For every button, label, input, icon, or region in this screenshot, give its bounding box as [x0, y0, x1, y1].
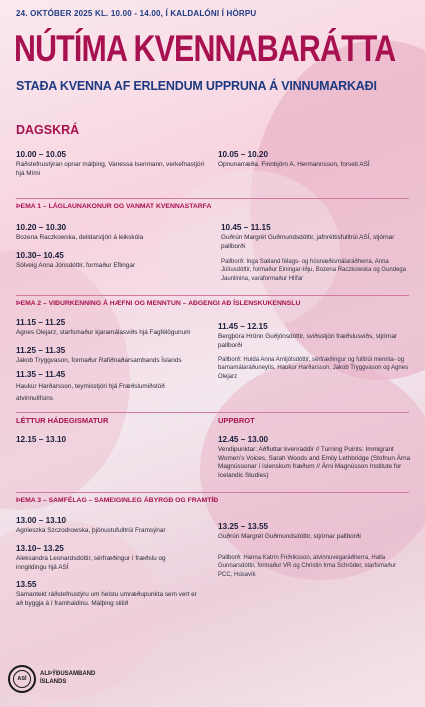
theme1-panel	[221, 222, 411, 251]
lunch-title: LÉTTUR HÁDEGISMATUR	[16, 416, 109, 425]
org-name: ALÞÝÐUSAMBAND ÍSLANDS	[40, 671, 96, 685]
asi-logo-icon	[8, 665, 36, 693]
time-label: 13.25 – 13.55	[218, 522, 269, 531]
time-label: 11.45 – 12.15	[218, 322, 268, 331]
item-desc: Haukur Harðarsson, teymisstjóri hjá Fræðslumiðstöð atvinnulífsins	[16, 383, 165, 403]
time-label: 10.05 – 10.20	[218, 150, 269, 159]
theme2-item	[16, 369, 186, 405]
uppbrot-title: UPPBROT	[218, 416, 255, 425]
logo-mark: ASÍ	[13, 670, 31, 688]
time-label: 11.35 – 11.45	[16, 370, 66, 379]
theme3-item	[16, 515, 211, 536]
item-desc: Guðrún Margrét Guðmundsdóttir, jafnréttisfulltrúi ASÍ, stjórnar pallborði	[221, 234, 395, 250]
time-label: 10.20 – 10.30	[16, 223, 67, 232]
theme2-item	[16, 317, 211, 338]
theme3-panel-list: Pallborð: Hanna Katrín Friðriksson, atvinnuvegaráðherra, Halla Gunnarsdóttir, formaður VR og Christin Irma Schröder, starfsmaður PCC, Húsavík	[218, 555, 397, 578]
theme3-panel	[218, 521, 412, 542]
time-label: 13.00 – 13.10	[16, 516, 67, 525]
divider	[16, 295, 409, 296]
theme3-title: ÞEMA 3 – SAMFÉLAG – SAMEIGINLEG ÁBYRGÐ OG FRAMTÍÐ	[16, 497, 219, 504]
divider	[16, 198, 409, 199]
theme3-item	[16, 579, 201, 608]
time-label: 13.10– 13.25	[16, 544, 64, 553]
time-label: 11.15 – 11.25	[16, 318, 66, 327]
poster-title: NÚTÍMA KVENNABARÁTTA	[14, 28, 396, 69]
uppbrot-item	[218, 434, 412, 481]
time-label: 11.25 – 11.35	[16, 346, 66, 355]
item-desc: Guðrún Margrét Guðmundsdóttir, stjórnar pallborði	[218, 533, 361, 541]
program-heading: DAGSKRÁ	[16, 123, 80, 137]
time-label: 10.30– 10.45	[16, 251, 64, 260]
time-label: 10.45 – 11.15	[221, 223, 271, 232]
opening-right	[218, 149, 413, 170]
opening-left	[16, 149, 211, 178]
time-label: 12.45 – 13.00	[218, 435, 269, 444]
divider	[16, 492, 409, 493]
theme2-item	[16, 345, 211, 366]
theme1-title: ÞEMA 1 – LÁGLAUNAKONUR OG VANMAT KVENNASTARFA	[16, 203, 212, 210]
divider	[16, 412, 409, 413]
item-desc: Aleksandra Leonardsdóttir, sérfræðingur í fræðslu og inngildingu hjá ASÍ	[16, 555, 166, 571]
item-desc: Bozena Raczkowska, deildarstjóri á leikskóla	[16, 234, 144, 242]
theme2-title: ÞEMA 2 – VIÐURKENNING Á HÆFNI OG MENNTUN – AÐGENGI AÐ ÍSLENSKUKENNSLU	[16, 300, 301, 307]
time-label: 10.00 – 10.05	[16, 150, 67, 159]
event-date-location: 24. OKTÓBER 2025 KL. 10.00 - 14.00, Í KALDALÓNI Í HÖRPU	[16, 9, 257, 18]
theme1-item	[16, 222, 211, 243]
theme2-panel	[218, 321, 410, 350]
item-desc: Sólveig Anna Jónsdóttir, formaður Eflingar	[16, 262, 136, 270]
theme2-panel-list: Pallborð: Hulda Anna Arnljótsdóttir, sérfræðingur og fulltrúi mennta- og barnamálaráðuneytis, Haukur Harðarsson, Jakob Tryggvason og Agnes Olejarz	[218, 357, 409, 380]
time-label: 12.15 – 13.10	[16, 435, 67, 444]
theme1-item	[16, 250, 211, 271]
poster-subtitle: STAÐA KVENNA AF ERLENDUM UPPRUNA Á VINNUMARKAÐI	[16, 79, 377, 93]
item-desc: Samantekt ráðstefnustýru um helstu umræðupunkta sem vert er að byggja á í framhaldinu. Málþing slitið	[16, 591, 197, 607]
item-desc: Agnieszka Szczodrowska, þjónustufulltrúi Framsýnar	[16, 527, 166, 535]
theme1-panel-list: Pallborð: Inga Sæland félags- og húsnæðismálaráðherra, Anna Júlíusdóttir, formaður Einingar-Iðju, Bozena Raczkowska og Gundega Jaunlinina, varaformaður Hlífar	[221, 259, 407, 282]
item-desc: Bergþóra Hrönn Guðjónsdóttir, sviðsstjóri fræðslusviðs, stjórnar pallborði	[218, 333, 398, 349]
lunch-time	[16, 434, 196, 446]
item-desc: Jakob Tryggvason, formaður Rafiðnaðarsambands Íslands	[16, 357, 182, 365]
time-label: 13.55	[16, 580, 37, 589]
item-desc: Ráðstefnustýran opnar málþing, Vanessa Isenmann, verkefnastjóri hjá Mími	[16, 161, 205, 177]
item-desc: Vendipunktar: Aðfluttar kvenraddir // Turning Points: Immigrant Women’s Voices, Sarah Woods and Emily Lethbridge (Stofnun Árna Magnússonar í íslenskum fræðum // Árni Magnússon Institute for Icelandic Studies)	[218, 446, 411, 479]
item-desc: Agnes Olejarz, starfsmaður kjaramálasviðs hjá Fagfélögunum	[16, 329, 191, 337]
item-desc: Opnunarræða. Finnbjörn A. Hermannsson, forseti ASÍ	[218, 161, 370, 169]
theme3-item	[16, 543, 196, 572]
